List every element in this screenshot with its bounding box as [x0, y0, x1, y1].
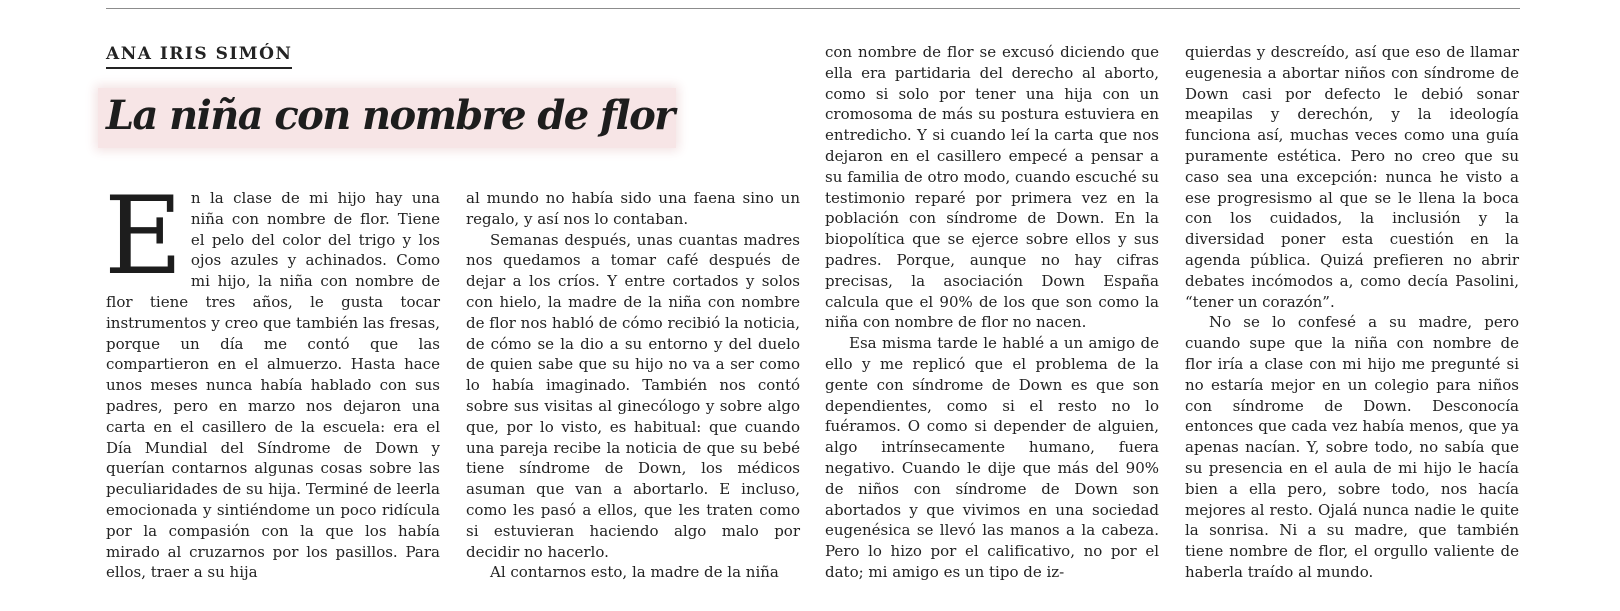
paragraph: No se lo confesé a su madre, pero cuando supe que la niña con nombre de flor iría a clase con mi hijo me pregunté si no estaría mejor en un colegio para niños con síndrome de Down. Desconocía entonces que cada vez había menos, que ya apenas nacían. Y, sobre todo, no sabía que su presencia en el aula de mi hijo le hacía bien a ella pero, sobre todo, nos hacía mejores al resto. Ojalá nunca nadie le quite la sonrisa. Ni a su madre, que también tiene nombre de flor, el orgullo valiente de haberla traído al mundo.	[1185, 313, 1519, 581]
paragraph: Esa misma tarde le hablé a un amigo de ello y me replicó que el problema de la gente con síndrome de Down es que son dependientes, como si el resto no lo fuéramos. O como si depender de alguien, algo intrínsecamente humano, fuera negativo. Cuando le dije que más del 90% de niños con síndrome de Down son abortados y que vivimos en una sociedad eugenésica se llevó las manos a la cabeza. Pero lo hizo por el calificativo, no por el dato; mi amigo es un tipo de iz-	[825, 334, 1159, 581]
paragraph: Semanas después, unas cuantas madres nos quedamos a tomar café después de dejar a los críos. Y entre cortados y solos con hielo, la madre de la niña con nombre de flor nos habló de cómo recibió la noticia, de cómo se la dio a su entorno y del duelo de quien sabe que su hijo no va a ser como lo había imaginado. También nos contó sobre sus visitas al ginecólogo y sobre algo que, por lo visto, es habitual: que cuando una pareja recibe la noticia de que su bebé tiene síndrome de Down, los médicos asuman que van a abortarlo. E incluso, como les pasó a ellos, que les traten como si estuvieran haciendo algo malo por decidir no hacerlo.	[466, 230, 800, 561]
article-column-1	[104, 174, 440, 583]
paragraph: quierdas y descreído, así que eso de llamar eugenesia a abortar niños con síndrome de Down casi por defecto le debió sonar meapilas y derechón, y la ideología funciona así, muchas veces como una guía puramente estética. Pero no creo que su caso sea una excepción: nunca he visto a ese progresismo al que se le llena la boca con los cuidados, la inclusión y la diversidad poner esta cuestión en la agenda pública. Quizá prefieren no abrir debates incómodos a, como decía Pasolini, “tener un corazón”.	[1185, 43, 1519, 311]
paragraph: Al contarnos esto, la madre de la niña	[490, 563, 779, 582]
headline-highlight	[98, 88, 676, 148]
article-column-4	[1185, 42, 1519, 583]
article-column-2	[466, 188, 800, 583]
paragraph: n la clase de mi hijo hay una niña con nombre de flor. Tiene el pelo del color del trigo y los ojos azules y achinados. Como mi hijo, la niña con nombre de flor tiene tres años, le gusta tocar instrumentos y creo que también las fresas, porque un día me contó que las compartieron en el almuerzo. Hasta hace unos meses nunca había hablado con sus padres, pero en marzo nos dejaron una carta en el casillero de la escuela: era el Día Mundial del Síndrome de Down y querían contarnos algunas cosas sobre las peculiaridades de su hija. Terminé de leerla emocionada y sintiéndome un poco ridícula por la compasión con la que los había mirado al cruzarnos por los pasillos. Para ellos, traer a su hija	[106, 189, 440, 582]
article-column-3	[825, 42, 1159, 583]
author-byline: ANA IRIS SIMÓN	[106, 44, 292, 69]
top-rule	[106, 8, 1520, 9]
drop-cap: E	[104, 174, 183, 299]
paragraph: al mundo no había sido una faena sino un regalo, y así nos lo contaban.	[466, 189, 800, 228]
article-title: La niña con nombre de flor	[106, 92, 674, 139]
paragraph: con nombre de flor se excusó diciendo que ella era partidaria del derecho al aborto, como si solo por tener una hija con un cromosoma de más su postura estuviera en entredicho. Y si cuando leí la carta que nos dejaron en el casillero empecé a pensar a su familia de otro modo, cuando escuché su testimonio reparé por primera vez en la población con síndrome de Down. En la biopolítica que se ejerce sobre ellos y sus padres. Porque, aunque no hay cifras precisas, la asociación Down España calcula que el 90% de los que son como la niña con nombre de flor no nacen.	[825, 43, 1159, 332]
